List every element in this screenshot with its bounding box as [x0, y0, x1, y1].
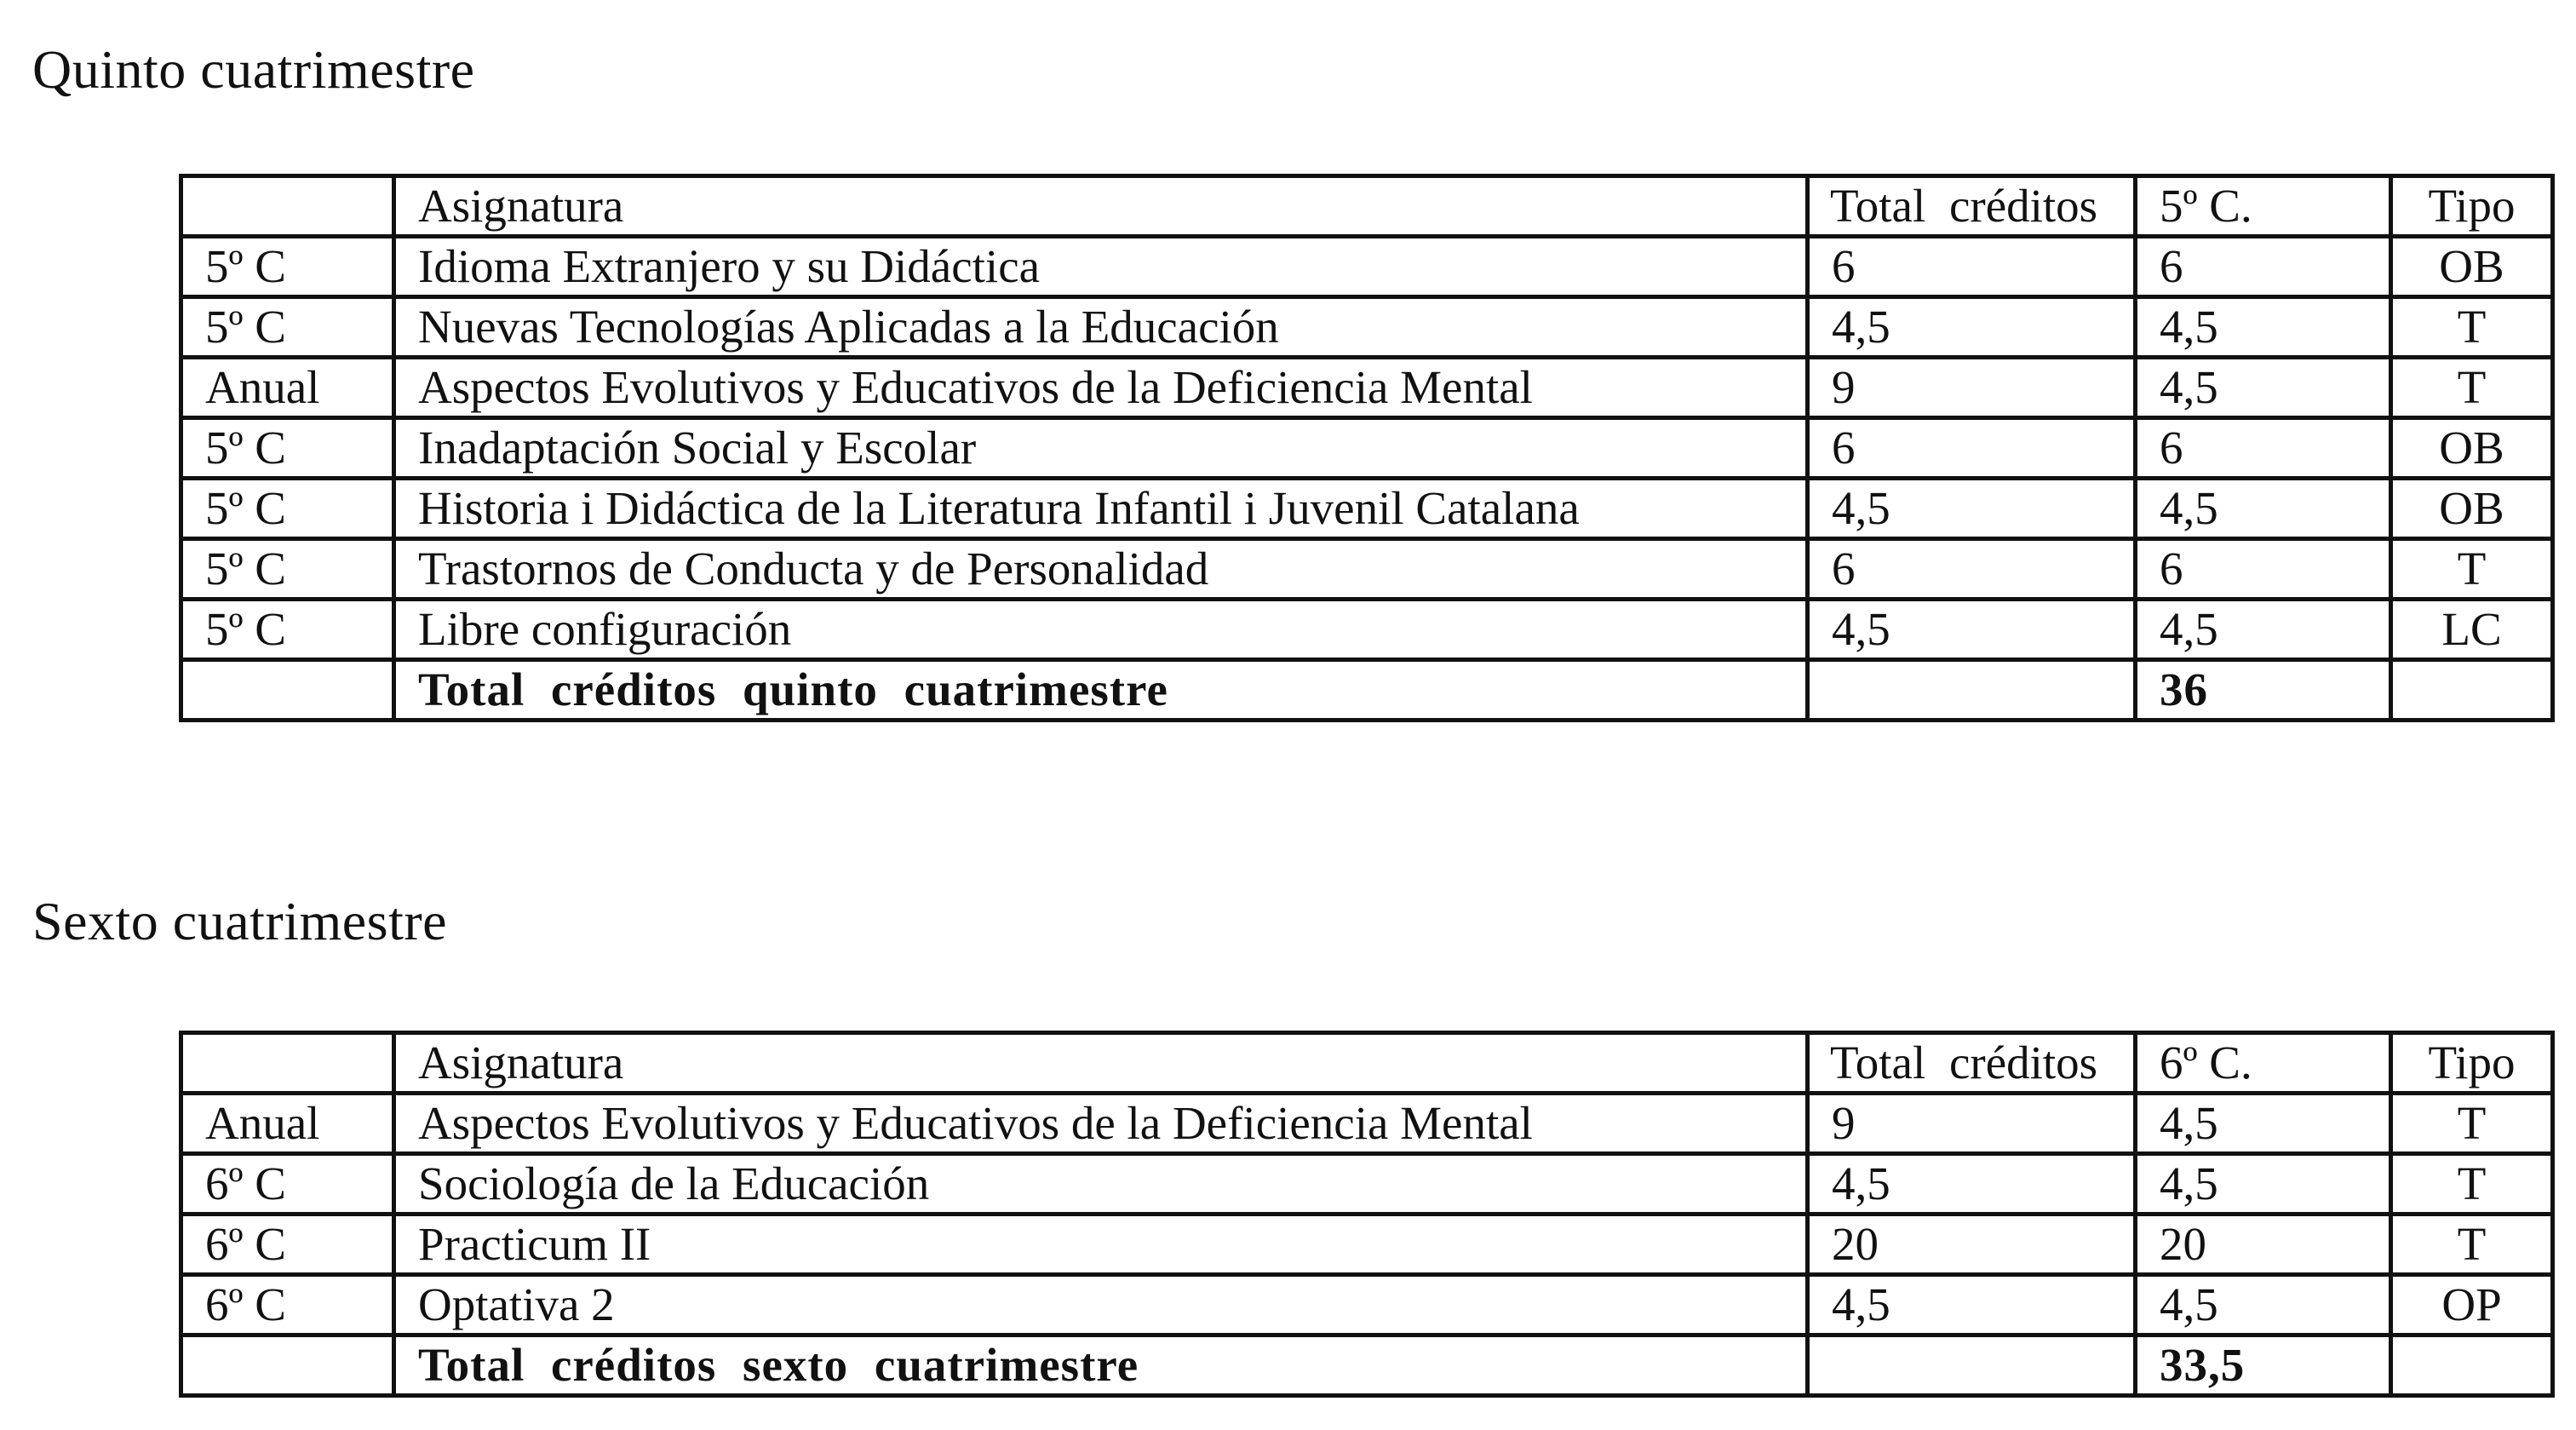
cell-tipo: T [2391, 297, 2553, 358]
table-row [181, 1094, 2553, 1154]
total-empty-cell [181, 660, 394, 721]
total-empty-cell [181, 1335, 394, 1396]
total-label: Total créditos sexto cuatrimestre [394, 1335, 1808, 1396]
cell-cuatrimestre: 4,5 [2136, 358, 2391, 418]
cell-tipo: T [2391, 1094, 2553, 1154]
header-periodo [181, 1033, 394, 1094]
section-title-sexto: Sexto cuatrimestre [32, 891, 448, 951]
table-row [181, 1154, 2553, 1215]
cell-tipo: T [2391, 358, 2553, 418]
cell-tipo: OB [2391, 418, 2553, 479]
total-value: 33,5 [2136, 1335, 2391, 1396]
cell-cuatrimestre: 4,5 [2136, 1154, 2391, 1215]
header-tipo: Tipo [2391, 176, 2553, 237]
cell-cuatrimestre: 20 [2136, 1215, 2391, 1275]
cell-cuatrimestre: 4,5 [2136, 479, 2391, 539]
cell-asignatura: Idioma Extranjero y su Didáctica [394, 237, 1808, 297]
cell-periodo: 6º C [181, 1154, 394, 1215]
header-asignatura: Asignatura [394, 176, 1808, 237]
cell-tipo: T [2391, 539, 2553, 600]
cell-total-creditos: 6 [1808, 418, 2136, 479]
cell-total-creditos: 4,5 [1808, 1154, 2136, 1215]
table-row [181, 418, 2553, 479]
table-sexto-cuatrimestre [179, 1031, 2555, 1398]
cell-periodo: 5º C [181, 479, 394, 539]
header-asignatura: Asignatura [394, 1033, 1808, 1094]
cell-total-creditos: 6 [1808, 539, 2136, 600]
cell-periodo: Anual [181, 358, 394, 418]
cell-asignatura: Nuevas Tecnologías Aplicadas a la Educación [394, 297, 1808, 358]
table-row [181, 237, 2553, 297]
cell-tipo: OP [2391, 1275, 2553, 1335]
cell-asignatura: Aspectos Evolutivos y Educativos de la Deficiencia Mental [394, 1094, 1808, 1154]
cell-asignatura: Aspectos Evolutivos y Educativos de la Deficiencia Mental [394, 358, 1808, 418]
cell-periodo: 5º C [181, 297, 394, 358]
header-periodo [181, 176, 394, 237]
cell-cuatrimestre: 4,5 [2136, 297, 2391, 358]
header-total-creditos: Total créditos [1808, 176, 2136, 237]
total-row [181, 1335, 2553, 1396]
total-row [181, 660, 2553, 721]
cell-cuatrimestre: 6 [2136, 539, 2391, 600]
cell-tipo: OB [2391, 237, 2553, 297]
cell-tipo: OB [2391, 479, 2553, 539]
header-tipo: Tipo [2391, 1033, 2553, 1094]
cell-total-creditos: 9 [1808, 358, 2136, 418]
table-row [181, 539, 2553, 600]
cell-cuatrimestre: 6 [2136, 237, 2391, 297]
cell-asignatura: Libre configuración [394, 600, 1808, 660]
cell-periodo: 5º C [181, 539, 394, 600]
cell-asignatura: Optativa 2 [394, 1275, 1808, 1335]
table-row [181, 1275, 2553, 1335]
total-label: Total créditos quinto cuatrimestre [394, 660, 1808, 721]
cell-cuatrimestre: 4,5 [2136, 1275, 2391, 1335]
table-quinto-cuatrimestre [179, 174, 2555, 722]
section-title-quinto: Quinto cuatrimestre [32, 39, 475, 100]
total-empty-cell [2391, 660, 2553, 721]
cell-total-creditos: 6 [1808, 237, 2136, 297]
cell-total-creditos: 4,5 [1808, 1275, 2136, 1335]
cell-cuatrimestre: 4,5 [2136, 1094, 2391, 1154]
table-header-row [181, 1033, 2553, 1094]
table-row [181, 479, 2553, 539]
total-empty-cell [1808, 1335, 2136, 1396]
cell-cuatrimestre: 6 [2136, 418, 2391, 479]
cell-total-creditos: 4,5 [1808, 479, 2136, 539]
cell-asignatura: Inadaptación Social y Escolar [394, 418, 1808, 479]
cell-periodo: 5º C [181, 237, 394, 297]
cell-tipo: T [2391, 1215, 2553, 1275]
cell-asignatura: Trastornos de Conducta y de Personalidad [394, 539, 1808, 600]
cell-asignatura: Practicum II [394, 1215, 1808, 1275]
total-empty-cell [1808, 660, 2136, 721]
header-total-creditos: Total créditos [1808, 1033, 2136, 1094]
table-row [181, 358, 2553, 418]
cell-periodo: 6º C [181, 1215, 394, 1275]
cell-periodo: 5º C [181, 418, 394, 479]
table-row [181, 1215, 2553, 1275]
cell-total-creditos: 9 [1808, 1094, 2136, 1154]
cell-total-creditos: 20 [1808, 1215, 2136, 1275]
cell-periodo: Anual [181, 1094, 394, 1154]
cell-total-creditos: 4,5 [1808, 297, 2136, 358]
cell-asignatura: Sociología de la Educación [394, 1154, 1808, 1215]
total-empty-cell [2391, 1335, 2553, 1396]
total-value: 36 [2136, 660, 2391, 721]
cell-tipo: LC [2391, 600, 2553, 660]
table-row [181, 297, 2553, 358]
header-cuatrimestre: 5º C. [2136, 176, 2391, 237]
table-row [181, 600, 2553, 660]
cell-tipo: T [2391, 1154, 2553, 1215]
cell-asignatura: Historia i Didáctica de la Literatura Infantil i Juvenil Catalana [394, 479, 1808, 539]
header-cuatrimestre: 6º C. [2136, 1033, 2391, 1094]
cell-periodo: 6º C [181, 1275, 394, 1335]
cell-periodo: 5º C [181, 600, 394, 660]
table-header-row [181, 176, 2553, 237]
cell-cuatrimestre: 4,5 [2136, 600, 2391, 660]
cell-total-creditos: 4,5 [1808, 600, 2136, 660]
